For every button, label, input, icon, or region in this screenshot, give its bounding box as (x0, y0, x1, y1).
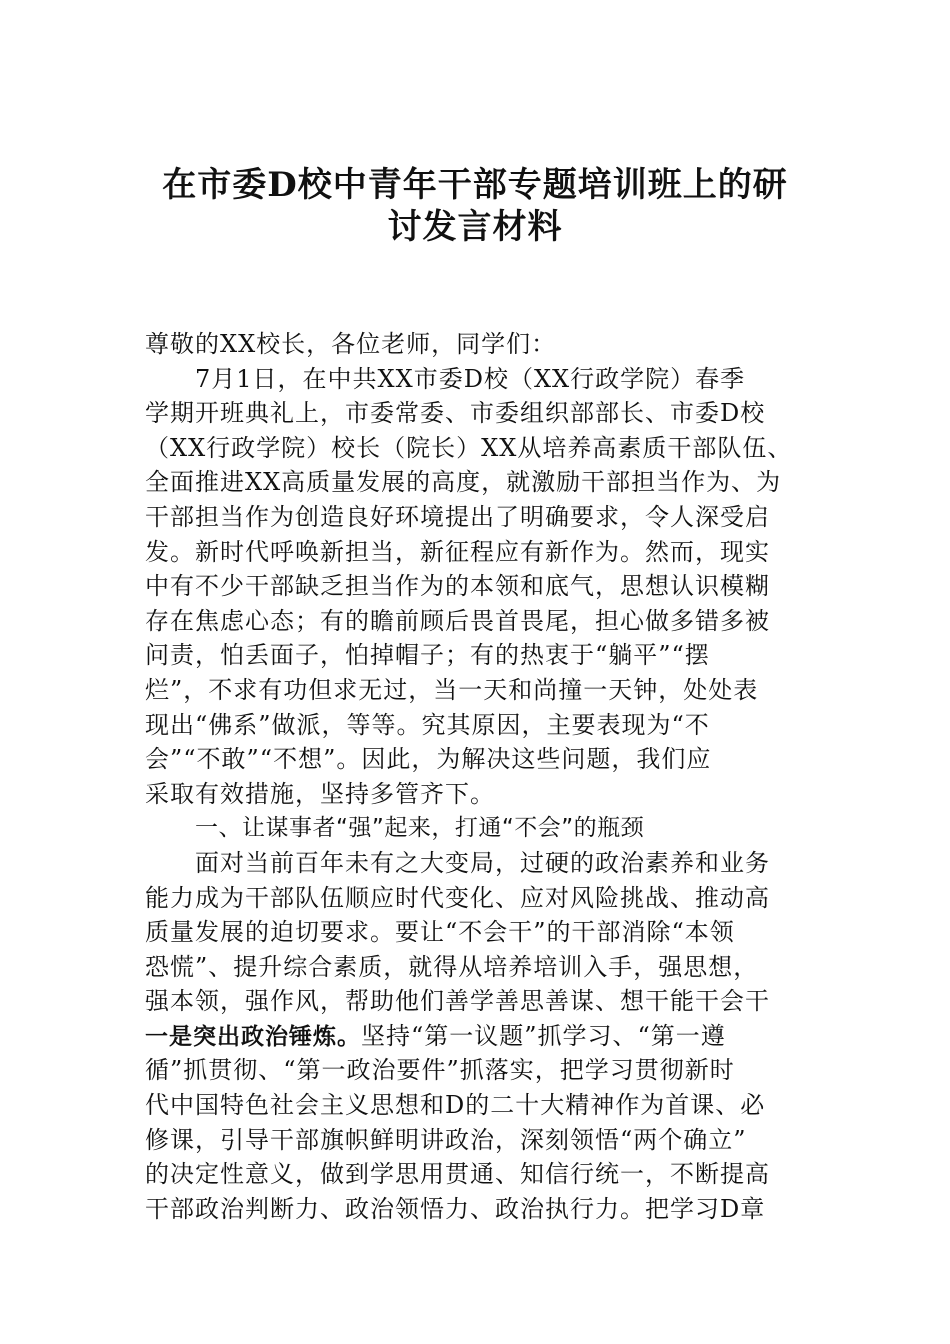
paragraph-line: 干部政治判断力、政治领悟力、政治执行力。把学习D章 (145, 1194, 766, 1223)
salutation: 尊敬的XX校长，各位老师，同学们： (145, 330, 557, 358)
document-title-line-1: 在市委D校中青年干部专题培训班上的研 (162, 165, 788, 205)
paragraph-line: 质量发展的迫切要求。要让“不会干”的干部消除“本领 (145, 918, 735, 947)
paragraph-line: 的决定性意义，做到学思用贯通、知信行统一，不断提高 (145, 1160, 770, 1189)
paragraph-line: 烂”，不求有功但求无过，当一天和尚撞一天钟，处处表 (145, 675, 759, 704)
document-body (145, 327, 825, 1226)
paragraph-line: 恐慌”、提升综合素质，就得从培养培训入手，强思想， (145, 952, 759, 981)
paragraph-line: 全面推进XX高质量发展的高度，就激励干部担当作为、为 (145, 468, 782, 497)
bold-lead: 一是突出政治锤炼。 (145, 1023, 361, 1050)
section-heading: 一、让谋事者“强”起来，打通“不会”的瓶颈 (195, 815, 645, 842)
paragraph-line: （XX行政学院）校长（院长）XX从培养高素质干部队伍、 (145, 433, 793, 462)
paragraph-text: 坚持“第一议题”抓学习、“第一遵 (361, 1021, 726, 1050)
paragraph-line: 干部担当作为创造良好环境提出了明确要求，令人深受启 (145, 502, 770, 531)
paragraph-line: 面对当前百年未有之大变局，过硬的政治素养和业务 (195, 848, 770, 877)
paragraph-line: 发。新时代呼唤新担当，新征程应有新作为。然而，现实 (145, 537, 770, 566)
paragraph-line: 代中国特色社会主义思想和D的二十大精神作为首课、必 (145, 1091, 766, 1120)
paragraph-line: 循”抓贯彻、“第一政治要件”抓落实，把学习贯彻新时 (145, 1056, 735, 1085)
paragraph-line: 会”“不敢”“不想”。因此，为解决这些问题，我们应 (145, 745, 712, 774)
paragraph-line (145, 1019, 825, 1054)
document-title-line-2: 讨发言材料 (387, 207, 563, 247)
paragraph-line: 中有不少干部缺乏担当作为的本领和底气，思想认识模糊 (145, 572, 770, 601)
paragraph-line: 强本领，强作风，帮助他们善学善思善谋、想干能干会干 (145, 987, 770, 1016)
paragraph-line: 存在焦虑心态；有的瞻前顾后畏首畏尾，担心做多错多被 (145, 606, 770, 635)
paragraph-line: 7月1日，在中共XX市委D校（XX行政学院）春季 (195, 364, 746, 393)
paragraph-line: 问责，怕丢面子，怕掉帽子；有的热衷于“躺平”“摆 (145, 641, 710, 670)
paragraph-line: 修课，引导干部旗帜鲜明讲政治，深刻领悟“两个确立” (145, 1125, 747, 1154)
paragraph-line: 学期开班典礼上，市委常委、市委组织部部长、市委D校 (145, 399, 766, 428)
paragraph-line: 现出“佛系”做派，等等。究其原因，主要表现为“不 (145, 710, 710, 739)
paragraph-line: 采取有效措施，坚持多管齐下。 (145, 779, 495, 808)
paragraph-line: 能力成为干部队伍顺应时代变化、应对风险挑战、推动高 (145, 883, 770, 912)
